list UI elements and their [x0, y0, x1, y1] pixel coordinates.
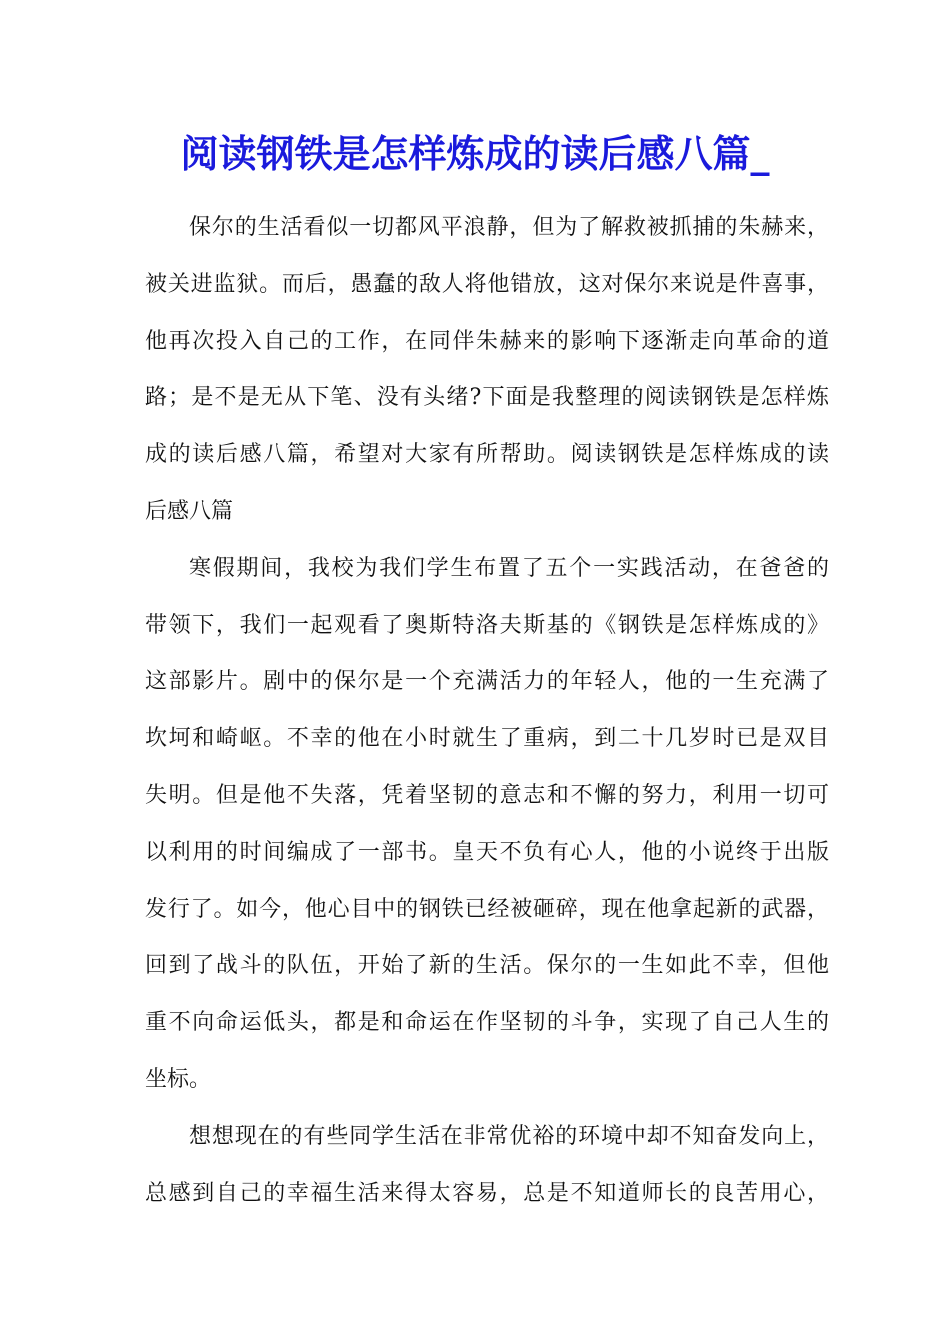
document-body — [145, 200, 829, 1222]
paragraph-reflection — [145, 1109, 829, 1223]
text-line: 坎坷和崎岖。不幸的他在小时就生了重病，到二十几岁时已是双目 — [145, 726, 829, 752]
text-line: 总感到自己的幸福生活来得太容易，总是不知道师长的良苦用心， — [145, 1180, 829, 1206]
text-line: 重不向命运低头，都是和命运在作坚韧的斗争，实现了自己人生的 — [145, 1010, 829, 1036]
text-line: 失明。但是他不失落，凭着坚韧的意志和不懈的努力，利用一切可 — [145, 782, 829, 808]
text-line: 后感八篇 — [145, 498, 234, 524]
paragraph-winter-break — [145, 541, 829, 1109]
text-line: 带领下，我们一起观看了奥斯特洛夫斯基的《钢铁是怎样炼成的》 — [145, 612, 829, 638]
text-line: 保尔的生活看似一切都风平浪静，但为了解救被抓捕的朱赫来， — [189, 215, 829, 240]
text-line: 想想现在的有些同学生活在非常优裕的环境中却不知奋发向上， — [189, 1123, 829, 1149]
text-line: 发行了。如今，他心目中的钢铁已经被砸碎，现在他拿起新的武器， — [145, 896, 829, 922]
text-line: 回到了战斗的队伍，开始了新的生活。保尔的一生如此不幸，但他 — [145, 953, 829, 979]
text-line: 坐标。 — [145, 1066, 212, 1092]
text-line: 被关进监狱。而后，愚蠢的敌人将他错放，这对保尔来说是件喜事， — [145, 271, 829, 297]
text-line: 这部影片。剧中的保尔是一个充满活力的年轻人，他的一生充满了 — [145, 669, 829, 695]
text-line: 成的读后感八篇，希望对大家有所帮助。阅读钢铁是怎样炼成的读 — [145, 442, 829, 468]
text-line: 路；是不是无从下笔、没有头绪?下面是我整理的阅读钢铁是怎样炼 — [145, 385, 829, 411]
paragraph-intro — [145, 200, 829, 541]
text-line: 他再次投入自己的工作，在同伴朱赫来的影响下逐渐走向革命的道 — [145, 328, 829, 354]
document-title: 阅读钢铁是怎样炼成的读后感八篇_ — [180, 131, 770, 176]
text-line: 以利用的时间编成了一部书。皇天不负有心人，他的小说终于出版 — [145, 839, 829, 865]
text-line: 寒假期间，我校为我们学生布置了五个一实践活动，在爸爸的 — [189, 555, 829, 581]
